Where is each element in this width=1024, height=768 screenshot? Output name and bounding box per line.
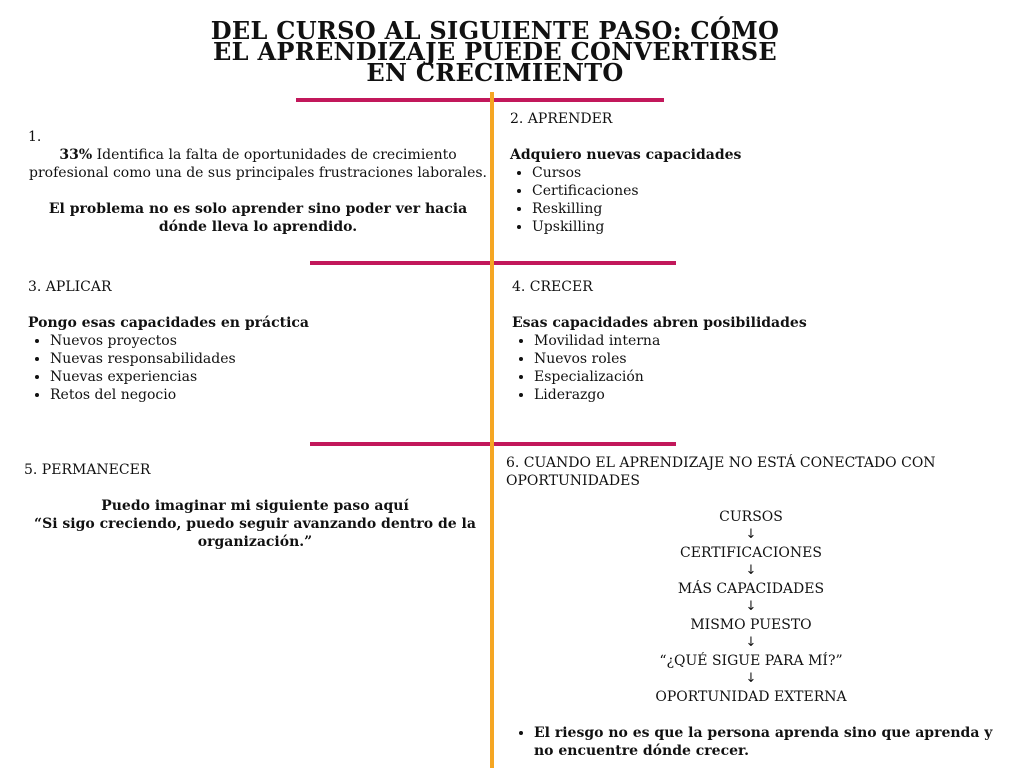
flow-step: MISMO PUESTO [690,617,812,633]
flow-step: OPORTUNIDAD EXTERNA [655,689,847,705]
list-item: • Upskilling [532,218,950,236]
section-4-lead: Esas capacidades abren posibilidades [512,315,807,331]
list-item: • Reskilling [532,200,950,218]
section-4-heading: 4. CRECER [512,279,593,295]
title-line-1: DEL CURSO AL SIGUIENTE PASO: CÓMO [210,16,780,45]
page-title [150,16,840,87]
divider-top [296,98,664,102]
down-arrow-icon: ↓ [745,527,757,542]
section-3-lead: Pongo esas capacidades en práctica [28,315,309,331]
section-6-heading: 6. CUANDO EL APRENDIZAJE NO ESTÁ CONECTADO CON OPORTUNIDADES [506,455,936,489]
section-4 [512,278,952,404]
list-item: • Nuevos roles [534,350,952,368]
stat-value: 33% [59,147,93,163]
list-item: • Retos del negocio [50,386,468,404]
section-6-risk [512,724,1004,760]
down-arrow-icon: ↓ [745,563,757,578]
section-2-lead: Adquiero nuevas capacidades [510,147,742,163]
flow-step: “¿QUÉ SIGUE PARA MÍ?” [659,653,843,669]
section-5-line-1: Puedo imaginar mi siguiente paso aquí [101,498,409,514]
section-5-heading: 5. PERMANECER [24,462,151,478]
stat-description: Identifica la falta de oportunidades de crecimiento profesional como una de sus principales frustraciones laborales. [29,147,487,181]
section-2-list [510,164,950,236]
flow-step: MÁS CAPACIDADES [677,581,825,597]
down-arrow-icon: ↓ [745,599,757,614]
section-3-list [28,332,468,404]
flow-step: CERTIFICACIONES [680,545,822,561]
section-3 [28,278,468,404]
down-arrow-icon: ↓ [745,635,757,650]
list-item: • Nuevas responsabilidades [50,350,468,368]
section-1-stat [28,146,488,182]
list-item: • Cursos [532,164,950,182]
section-4-list [512,332,952,404]
down-arrow-icon: ↓ [745,671,757,686]
risk-note: • El riesgo no es que la persona aprenda sino que aprenda y no encuentre dónde crecer. [534,724,1004,760]
vertical-axis [490,92,494,768]
title-line-3: EN CRECIMIENTO [366,58,624,87]
section-2-heading: 2. APRENDER [510,111,613,127]
section-6-flow [506,508,996,706]
flow-step: CURSOS [719,509,783,525]
section-5-quote: “Si sigo creciendo, puedo seguir avanzando dentro de la organización.” [34,516,476,550]
section-2 [510,110,950,236]
list-item: • Nuevos proyectos [50,332,468,350]
section-5 [24,461,486,551]
list-item: • Liderazgo [534,386,952,404]
list-item: • Especialización [534,368,952,386]
list-item: • Movilidad interna [534,332,952,350]
section-3-heading: 3. APLICAR [28,279,112,295]
section-1 [28,128,488,236]
list-item: • Nuevas experiencias [50,368,468,386]
list-item: • Certificaciones [532,182,950,200]
section-1-number: 1. [28,129,42,145]
section-1-problem: El problema no es solo aprender sino poder ver hacia dónde lleva lo aprendido. [48,201,468,235]
title-line-2: EL APRENDIZAJE PUEDE CONVERTIRSE [213,37,777,66]
section-6 [506,454,996,490]
